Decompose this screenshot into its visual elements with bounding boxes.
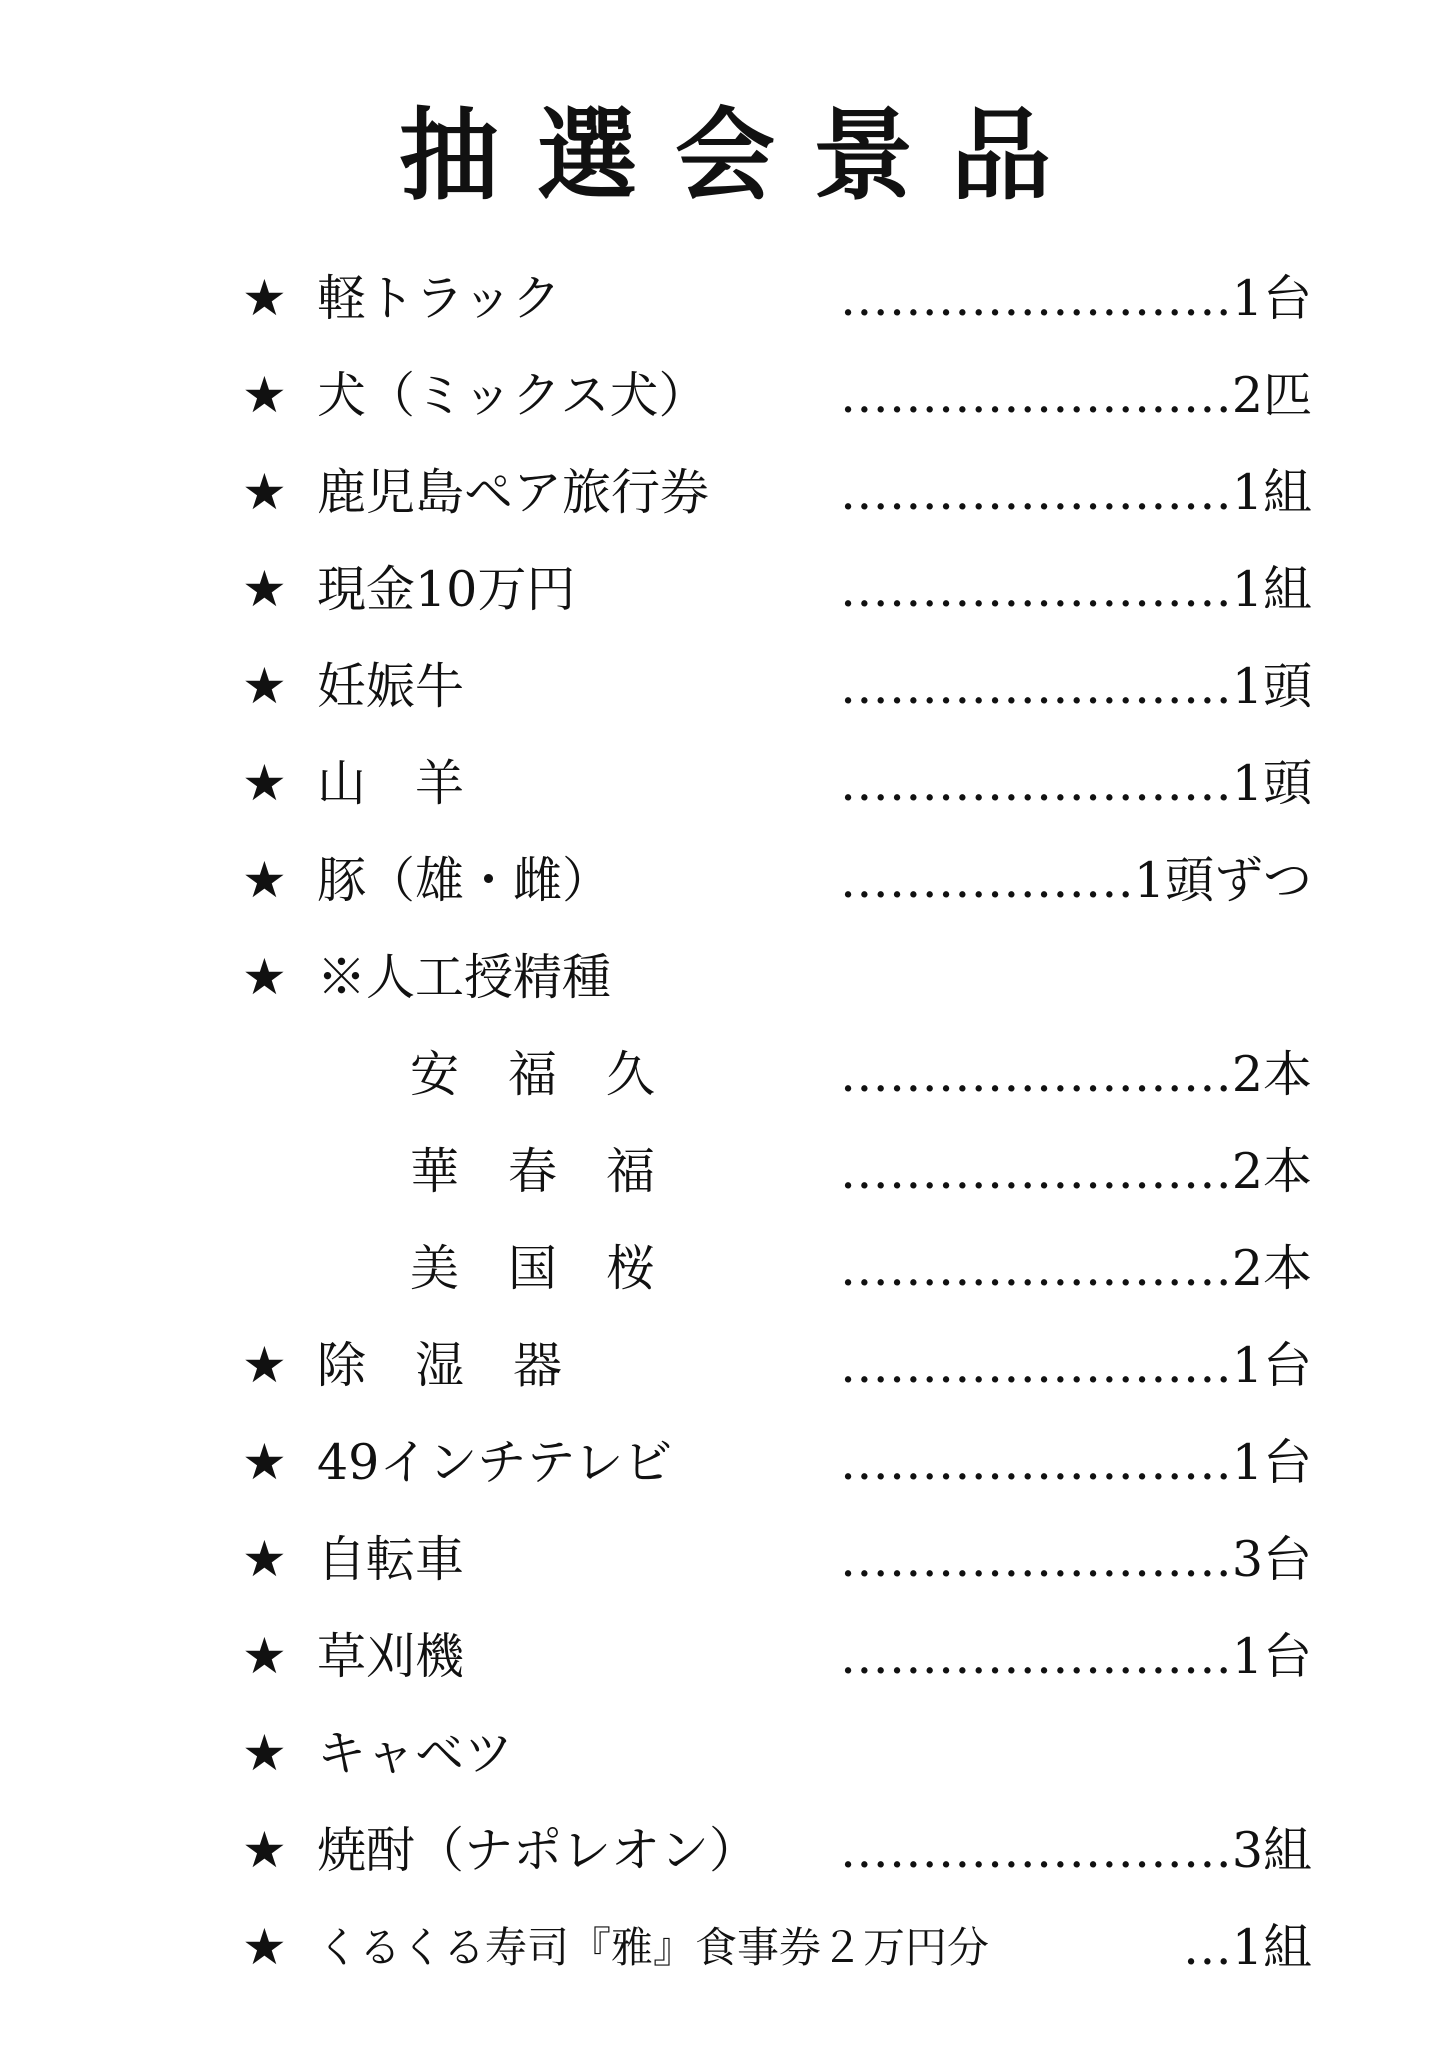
star-icon: ★ [242, 851, 287, 909]
prize-name: 妊娠牛 [317, 658, 465, 715]
prize-name: くるくる寿司『雅』食事券２万円分 [317, 1923, 990, 1972]
prize-name: 安 福 久 [410, 1046, 656, 1103]
prize-name: ※人工授精種 [317, 949, 612, 1006]
prize-quantity: ……………………3組 [839, 1822, 1312, 1879]
star-icon: ★ [242, 269, 287, 327]
prize-name: 犬（ミックス犬） [317, 367, 708, 424]
prize-name: 現金10万円 [317, 561, 576, 618]
prize-item [242, 1608, 1312, 1705]
prize-item [242, 832, 1312, 929]
star-icon: ★ [242, 366, 287, 424]
prize-quantity: ……………………2匹 [839, 367, 1312, 424]
prize-subitem [242, 1026, 1312, 1123]
prize-name: 山 羊 [317, 755, 465, 812]
star-icon: ★ [242, 1821, 287, 1879]
prize-quantity: ……………………1頭 [839, 658, 1312, 715]
prize-item [242, 1705, 1312, 1802]
prize-item [242, 347, 1312, 444]
prize-name: 豚（雄・雌） [317, 852, 612, 909]
prize-quantity: ……………………1組 [839, 561, 1312, 618]
prize-quantity: ……………………1台 [839, 270, 1312, 327]
prize-name: 焼酎（ナポレオン） [317, 1822, 759, 1879]
prize-name: 美 国 桜 [410, 1240, 656, 1297]
prize-item [242, 250, 1312, 347]
prize-quantity: ………………1頭ずつ [839, 852, 1312, 909]
page-title: 抽選会景品 [399, 96, 1089, 214]
prize-quantity: ……………………3台 [839, 1531, 1312, 1588]
prize-subitem [242, 1220, 1312, 1317]
prize-quantity: ……………………2本 [839, 1046, 1312, 1103]
prize-item [242, 929, 1312, 1026]
prize-name: 自転車 [317, 1531, 465, 1588]
star-icon: ★ [242, 1433, 287, 1491]
star-icon: ★ [242, 657, 287, 715]
prize-item [242, 735, 1312, 832]
prize-item [242, 1317, 1312, 1414]
prize-item [242, 638, 1312, 735]
prize-quantity: ……………………2本 [839, 1143, 1312, 1200]
star-icon: ★ [242, 560, 287, 618]
prize-quantity: ……………………2本 [839, 1240, 1312, 1297]
star-icon: ★ [242, 463, 287, 521]
star-icon: ★ [242, 1724, 287, 1782]
prize-name: 草刈機 [317, 1628, 465, 1685]
star-icon: ★ [242, 1918, 287, 1976]
prize-item [242, 444, 1312, 541]
prize-quantity: ……………………1組 [839, 464, 1312, 521]
prize-quantity: ……………………1台 [839, 1434, 1312, 1491]
prize-item [242, 1414, 1312, 1511]
prize-name: キャベツ [317, 1725, 514, 1782]
prize-quantity: ……………………1台 [839, 1628, 1312, 1685]
prize-name: 鹿児島ペア旅行券 [317, 464, 710, 521]
prize-item [242, 1802, 1312, 1899]
prize-name: 軽トラック [317, 270, 562, 327]
prize-name: 49インチテレビ [317, 1434, 673, 1491]
prize-name: 華 春 福 [410, 1143, 656, 1200]
prize-list [242, 250, 1312, 1996]
prize-quantity: ……………………1頭 [839, 755, 1312, 812]
star-icon: ★ [242, 754, 287, 812]
prize-item [242, 1511, 1312, 1608]
star-icon: ★ [242, 1627, 287, 1685]
prize-subitem [242, 1123, 1312, 1220]
prize-name: 除 湿 器 [317, 1337, 563, 1394]
star-icon: ★ [242, 1530, 287, 1588]
prize-item [242, 1899, 1312, 1996]
prize-item [242, 541, 1312, 638]
prize-quantity: ……………………1台 [839, 1337, 1312, 1394]
star-icon: ★ [242, 948, 287, 1006]
star-icon: ★ [242, 1336, 287, 1394]
prize-quantity: …1組 [1182, 1919, 1312, 1976]
